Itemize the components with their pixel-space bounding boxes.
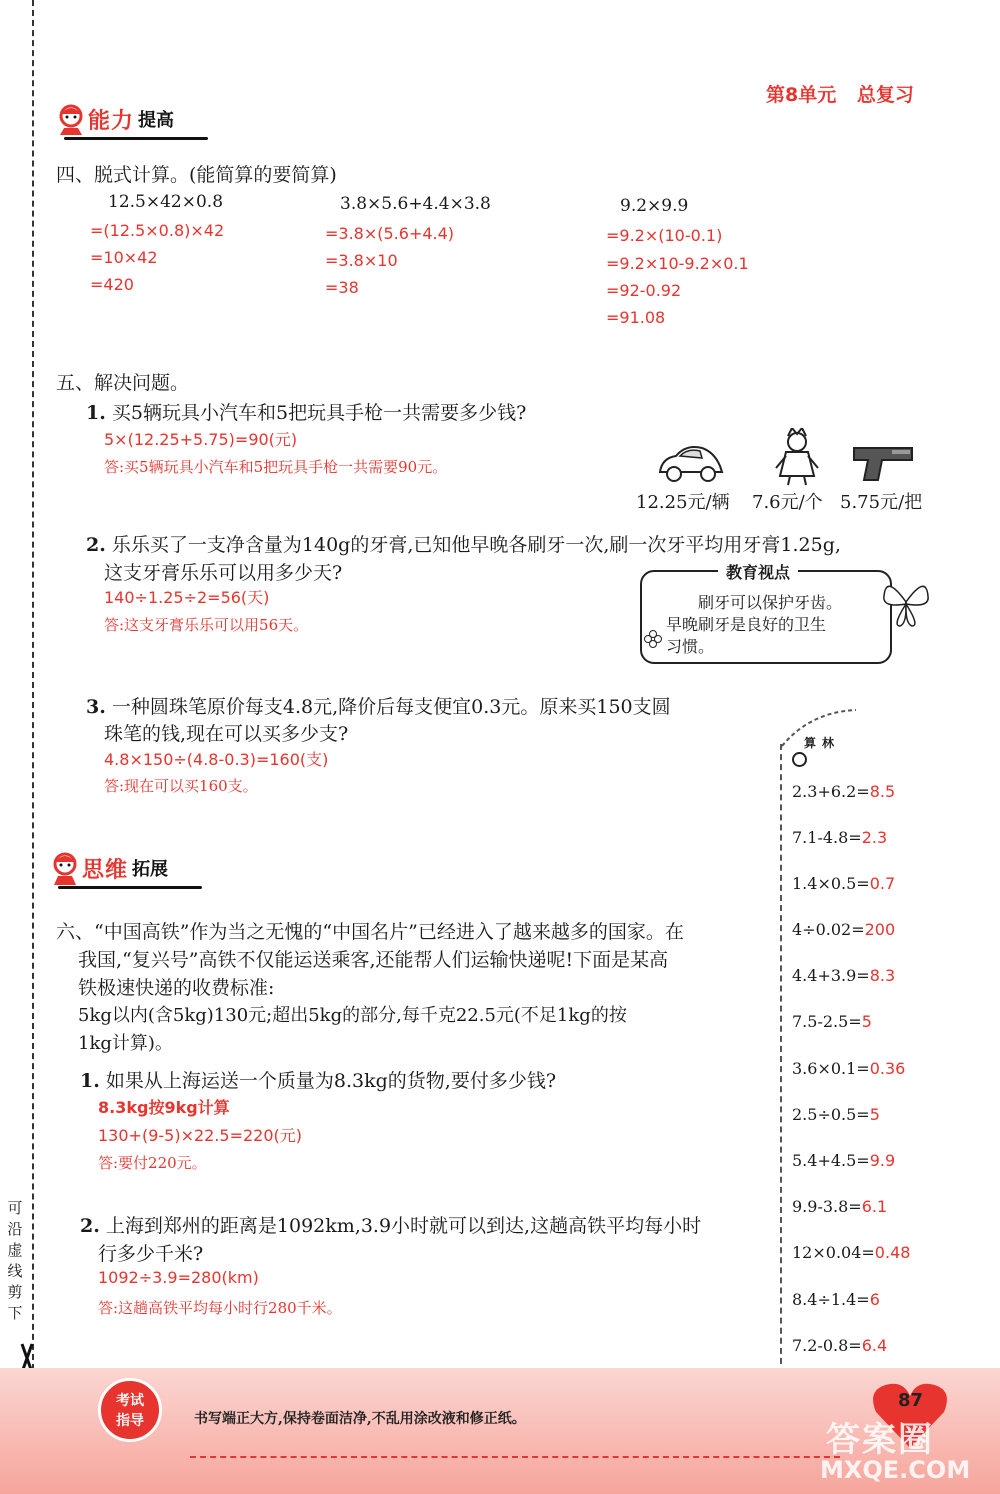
- watermark-logo: 答案圈: [826, 1420, 934, 1460]
- q6-s1-note: 8.3kg按9kg计算: [98, 1098, 230, 1117]
- q6-line: 铁极速快递的收费标准:: [78, 977, 275, 999]
- ability-title: 能力: [88, 108, 135, 134]
- q5-p1-answer: 答:买5辆玩具小汽车和5把玩具手枪一共需要90元。: [104, 458, 448, 476]
- q4-expr-2: 3.8×5.6+4.4×3.8: [340, 194, 491, 214]
- mental-expr: 5.4+4.5=: [792, 1151, 870, 1170]
- q6-sub-2-line2: 行多少千米?: [98, 1243, 204, 1265]
- q6-sub-1: [80, 1066, 556, 1093]
- q4-expr-1: 12.5×42×0.8: [108, 192, 224, 212]
- q4-step: =9.2×(10-0.1): [606, 226, 723, 245]
- problem-number: 1.: [80, 1070, 100, 1092]
- toy-gun-icon: [852, 444, 916, 488]
- cut-hint: [4, 1198, 26, 1324]
- mental-item: [792, 1290, 880, 1309]
- mental-math-title: 算林: [804, 736, 841, 750]
- q4-step: =(12.5×0.8)×42: [90, 221, 225, 240]
- footer-badge-line: 指导: [116, 1413, 144, 1429]
- mental-result: 200: [864, 920, 896, 939]
- watermark-url: MXQE.COM: [820, 1456, 971, 1484]
- mental-item: [792, 1105, 880, 1124]
- mental-expr: 12×0.04=: [792, 1243, 875, 1262]
- footer-tip: 书写端正大方,保持卷面洁净,不乱用涂改液和修正纸。: [194, 1411, 526, 1427]
- mental-item: [792, 1151, 895, 1170]
- price-car: 12.25元/辆: [636, 492, 730, 513]
- mental-result: 8.3: [869, 966, 896, 985]
- kid-mascot-icon: [48, 850, 82, 886]
- q5-p2-answer: 答:这支牙膏乐乐可以用56天。: [104, 616, 309, 634]
- butterfly-icon: [880, 574, 932, 634]
- q5-problem-1: [86, 398, 526, 425]
- cut-hint-char: 可: [7, 1199, 23, 1217]
- cut-line: [32, 0, 34, 1380]
- mental-expr: 2.5÷0.5=: [792, 1105, 870, 1124]
- q4-heading: 四、脱式计算。(能简算的要简算): [56, 164, 337, 186]
- mental-math-border: [780, 744, 782, 1374]
- mental-result: 6.4: [861, 1336, 888, 1355]
- q6-s1-answer: 答:要付220元。: [98, 1154, 207, 1172]
- price-gun: 5.75元/把: [840, 492, 923, 513]
- note-line: 刷牙可以保护牙齿。: [698, 593, 843, 612]
- q6-line: 5kg以内(含5kg)130元;超出5kg的部分,每千克22.5元(不足1kg的按: [78, 1005, 627, 1026]
- mental-result: 5: [869, 1105, 880, 1124]
- mental-expr: 4÷0.02=: [792, 920, 865, 939]
- q4-step: =420: [90, 275, 134, 294]
- cut-hint-char: 沿: [7, 1220, 23, 1238]
- problem-number: 2.: [86, 534, 106, 556]
- mental-expr: 2.3+6.2=: [792, 782, 870, 801]
- q4-step: =92-0.92: [606, 281, 682, 300]
- mental-result: 5: [861, 1012, 872, 1031]
- flower-icon: [644, 630, 662, 652]
- mental-expr: 1.4×0.5=: [792, 874, 870, 893]
- mental-result: 8.5: [869, 782, 896, 801]
- problem-text: 上海到郑州的距离是1092km,3.9小时就可以到达,这趟高铁平均每小时: [105, 1215, 702, 1237]
- q6-line: 我国,“复兴号”高铁不仅能运送乘客,还能帮人们运输快递呢!下面是某高: [78, 949, 669, 971]
- section-label: 总复习: [856, 84, 914, 106]
- q6-sub-2-line1: [80, 1211, 701, 1238]
- toy-doll-icon: [772, 428, 822, 490]
- q5-p3-answer: 答:现在可以买160支。: [104, 777, 258, 795]
- q5-p3-calc: 4.8×150÷(4.8-0.3)=160(支): [104, 750, 329, 769]
- unit-label: 第8单元: [766, 84, 837, 106]
- mental-item: [792, 874, 895, 893]
- mental-result: 9.9: [869, 1151, 896, 1170]
- q5-problem-2-line1: [86, 530, 841, 557]
- ability-subtitle: 提高: [138, 110, 175, 131]
- q5-p1-calc: 5×(12.25+5.75)=90(元): [104, 430, 298, 449]
- kid-mascot-icon: [54, 102, 88, 136]
- mental-expr: 9.9-3.8=: [792, 1197, 862, 1216]
- problem-text: 如果从上海运送一个质量为8.3kg的货物,要付多少钱?: [105, 1070, 557, 1092]
- q4-expr-3: 9.2×9.9: [620, 196, 689, 216]
- mental-expr: 3.6×0.1=: [792, 1059, 870, 1078]
- q4-step: =38: [325, 278, 359, 297]
- mental-result: 6: [869, 1290, 880, 1309]
- cut-hint-char: 线: [7, 1262, 23, 1280]
- q5-heading: 五、解决问题。: [56, 372, 190, 394]
- mental-result: 6.1: [861, 1197, 888, 1216]
- footer-badge: [98, 1378, 162, 1442]
- cut-hint-char: 剪: [7, 1283, 23, 1301]
- problem-text: 乐乐买了一支净含量为140g的牙膏,已知他早晚各刷牙一次,刷一次牙平均用牙膏1.25g,: [111, 534, 841, 556]
- q6-s2-calc: 1092÷3.9=280(km): [98, 1268, 259, 1287]
- toy-car-icon: [656, 440, 726, 488]
- q6-line: 1kg计算)。: [78, 1033, 173, 1054]
- footer-badge-line: 考试: [116, 1393, 144, 1409]
- q5-problem-3-line2: 珠笔的钱,现在可以买多少支?: [104, 723, 349, 745]
- q6-s2-answer: 答:这趟高铁平均每小时行280千米。: [98, 1299, 342, 1317]
- education-note-title: 教育视点: [718, 560, 798, 583]
- mental-result: 0.7: [869, 874, 896, 893]
- q4-step: =3.8×(5.6+4.4): [325, 224, 455, 243]
- mental-expr: 4.4+3.9=: [792, 966, 870, 985]
- note-line: 习惯。: [666, 637, 715, 656]
- q5-problem-3-line1: [86, 692, 671, 719]
- mental-expr: 8.4÷1.4=: [792, 1290, 870, 1309]
- page-header: [766, 80, 914, 107]
- note-line: 早晚刷牙是良好的卫生: [666, 615, 827, 634]
- thinking-section-badge: [48, 850, 168, 886]
- mental-item: [792, 828, 887, 847]
- mental-item: [792, 920, 895, 939]
- q5-problem-2-line2: 这支牙膏乐乐可以用多少天?: [104, 562, 343, 584]
- q6-s1-calc: 130+(9-5)×22.5=220(元): [98, 1126, 303, 1145]
- q5-p2-calc: 140÷1.25÷2=56(天): [104, 588, 270, 607]
- q6-intro: [56, 918, 776, 1058]
- footer-dashed-line: [190, 1456, 840, 1458]
- cut-hint-char: 虚: [7, 1241, 23, 1259]
- q4-step: =3.8×10: [325, 251, 398, 270]
- mental-item: [792, 966, 895, 985]
- cut-hint-char: 下: [7, 1304, 23, 1322]
- circle-icon: [792, 752, 807, 767]
- mental-item: [792, 1336, 887, 1355]
- mental-item: [792, 1243, 910, 1262]
- problem-number: 3.: [86, 696, 106, 718]
- ability-underline: [64, 137, 208, 140]
- thinking-subtitle: 拓展: [132, 859, 169, 880]
- price-doll: 7.6元/个: [752, 492, 823, 513]
- mental-result: 0.36: [869, 1059, 906, 1078]
- q4-step: =10×42: [90, 248, 158, 267]
- q4-step: =91.08: [606, 308, 666, 327]
- ability-section-badge: [54, 102, 174, 136]
- mental-item: [792, 1197, 887, 1216]
- education-note-text: [650, 592, 880, 658]
- mental-result: 2.3: [861, 828, 888, 847]
- q4-step: =9.2×10-9.2×0.1: [606, 254, 749, 273]
- problem-text: 买5辆玩具小汽车和5把玩具手枪一共需要多少钱?: [111, 402, 527, 424]
- mental-item: [792, 782, 895, 801]
- mental-item: [792, 1012, 872, 1031]
- mental-result: 0.48: [874, 1243, 911, 1262]
- problem-number: 2.: [80, 1215, 100, 1237]
- mental-expr: 7.2-0.8=: [792, 1336, 862, 1355]
- problem-number: 1.: [86, 402, 106, 424]
- problem-text: 一种圆珠笔原价每支4.8元,降价后每支便宜0.3元。原来买150支圆: [111, 696, 671, 718]
- thinking-title: 思维: [82, 857, 129, 883]
- mental-item: [792, 1059, 905, 1078]
- thinking-underline: [58, 886, 202, 889]
- mental-expr: 7.5-2.5=: [792, 1012, 862, 1031]
- page-number: 87: [898, 1390, 924, 1411]
- mental-expr: 7.1-4.8=: [792, 828, 862, 847]
- q6-line: 六、“中国高铁”作为当之无愧的“中国名片”已经进入了越来越多的国家。在: [56, 921, 684, 943]
